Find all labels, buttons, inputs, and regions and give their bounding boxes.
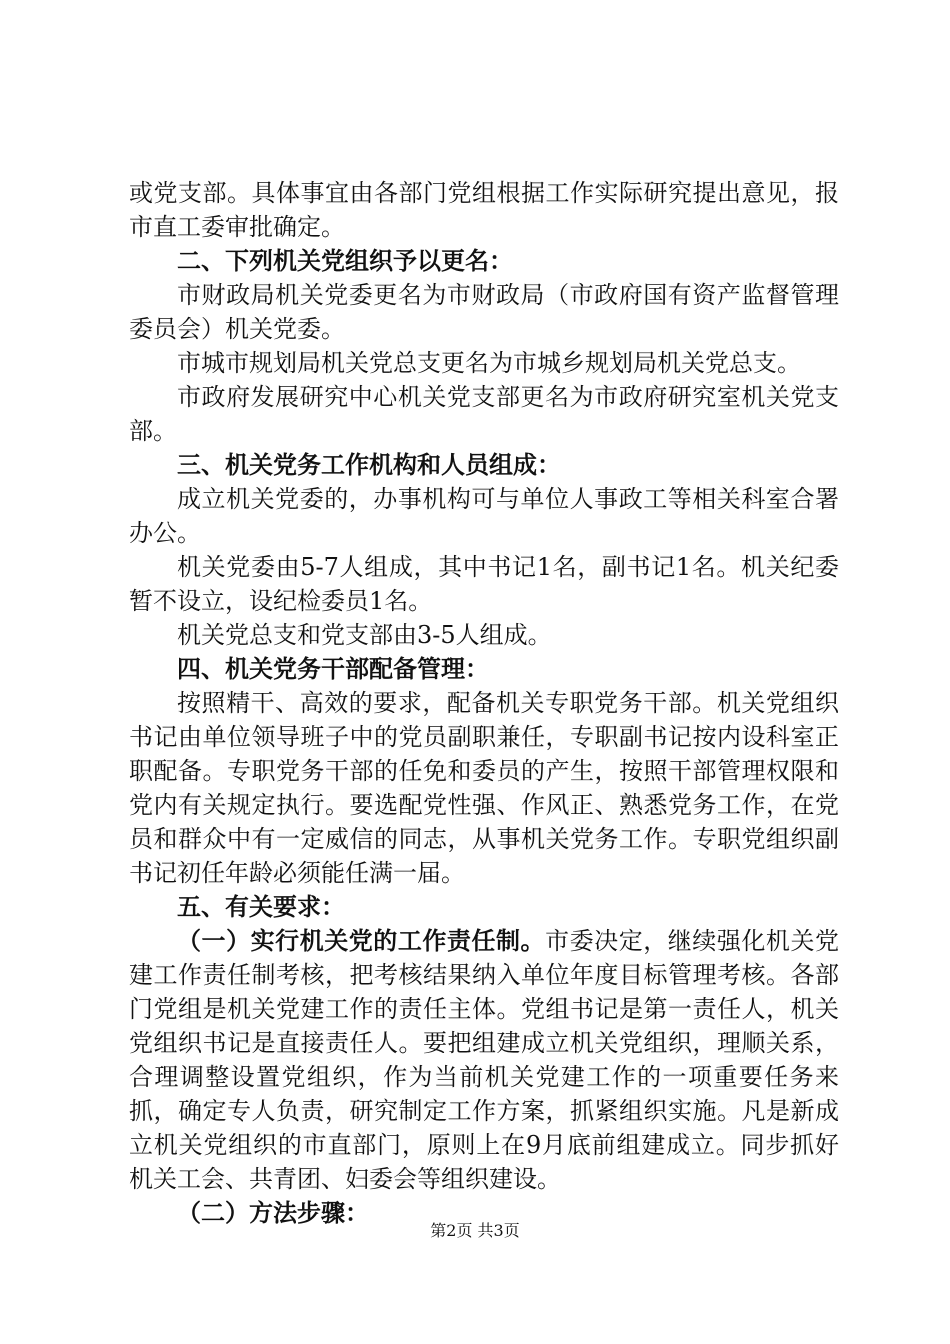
paragraph: 或党支部。具体事宜由各部门党组根据工作实际研究提出意见，报市直工委审批确定。 bbox=[129, 179, 839, 241]
paragraph: 成立机关党委的，办事机构可与单位人事政工等相关科室合署办公。 bbox=[129, 485, 839, 547]
section-heading: 四、机关党务干部配备管理： bbox=[177, 655, 489, 683]
paragraph-text: 市委决定，继续强化机关党建工作责任制考核，把考核结果纳入单位年度目标管理考核。各部门党组是机关党建工作的责任主体。党组书记是第一责任人，机关党组织书记是直接责任人。要把组建成立机关党组织，理顺关系，合理调整设置党组织，作为当前机关党建工作的一项重要任务来抓，确定专人负责，研究制定工作方案，抓紧组织实施。凡是新成立机关党组织的市直部门，原则上在9月底前组建成立。同步抓好机关工会、共青团、妇委会等组织建设。 bbox=[129, 927, 840, 1193]
paragraph: 市城市规划局机关党总支更名为市城乡规划局机关党总支。 bbox=[177, 349, 801, 377]
paragraph: 机关党总支和党支部由3-5人组成。 bbox=[177, 621, 552, 649]
paragraph: 市财政局机关党委更名为市财政局（市政府国有资产监督管理委员会）机关党委。 bbox=[129, 281, 839, 343]
section-heading: 三、机关党务工作机构和人员组成： bbox=[177, 451, 561, 479]
subsection-heading: （二）方法步骤： bbox=[177, 1199, 369, 1227]
section-heading: 二、下列机关党组织予以更名： bbox=[177, 247, 513, 275]
paragraph bbox=[129, 924, 839, 1196]
subsection-lead: （一）实行机关党的工作责任制。 bbox=[177, 927, 546, 955]
page-number: 第2页 共3页 bbox=[430, 1221, 520, 1240]
document-body bbox=[129, 176, 839, 1230]
paragraph: 按照精干、高效的要求，配备机关专职党务干部。机关党组织书记由单位领导班子中的党员副职兼任，专职副书记按内设科室正职配备。专职党务干部的任免和委员的产生，按照干部管理权限和党内有关规定执行。要选配党性强、作风正、熟悉党务工作，在党员和群众中有一定威信的同志，从事机关党务工作。专职党组织副书记初任年龄必须能任满一届。 bbox=[129, 689, 839, 887]
paragraph: 机关党委由5-7人组成，其中书记1名，副书记1名。机关纪委暂不设立，设纪检委员1名。 bbox=[129, 553, 839, 615]
section-heading: 五、有关要求： bbox=[177, 893, 345, 921]
paragraph: 市政府发展研究中心机关党支部更名为市政府研究室机关党支部。 bbox=[129, 383, 839, 445]
